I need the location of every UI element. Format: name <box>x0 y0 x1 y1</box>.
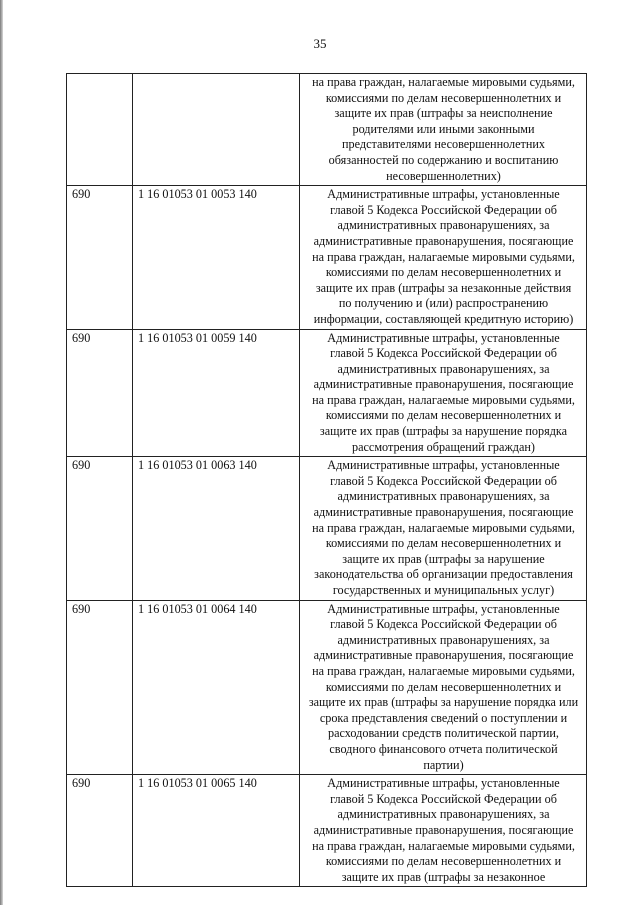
admin-code-cell: 690 <box>67 186 133 329</box>
description-cell <box>300 329 587 457</box>
description-line: несовершеннолетних) <box>386 168 501 183</box>
description-line: законодательства об организации предоставления <box>314 567 573 582</box>
admin-code-cell: 690 <box>67 775 133 887</box>
description-cell <box>300 457 587 600</box>
admin-code-cell: 690 <box>67 329 133 457</box>
description-line: Административные штрафы, установленные <box>327 776 560 791</box>
description-line: административные правонарушения, посягающие <box>313 648 574 663</box>
description-line: на права граждан, налагаемые мировыми судьями, <box>312 838 575 853</box>
description-line: комиссиями по делам несовершеннолетних и <box>325 536 562 551</box>
description-line: защите их прав (штрафы за незаконное <box>341 869 546 884</box>
description-line: защите их прав (штрафы за нарушение порядка или <box>308 695 579 710</box>
fees-table <box>66 73 587 887</box>
description-line: Административные штрафы, установленные <box>327 330 560 345</box>
description-line: административные правонарушения, посягающие <box>313 377 574 392</box>
description-line: партии) <box>423 757 464 772</box>
description-line: по получению и (или) распространению <box>338 296 549 311</box>
description-line: административных правонарушениях, за <box>337 632 550 647</box>
admin-code-cell: 690 <box>67 457 133 600</box>
description-line: административные правонарушения, посягающие <box>313 822 574 837</box>
table-row <box>67 186 587 329</box>
description-line: защите их прав (штрафы за нарушение порядка <box>319 424 568 439</box>
table-row <box>67 457 587 600</box>
description-line: на права граждан, налагаемые мировыми судьями, <box>312 249 575 264</box>
description-line: административных правонарушениях, за <box>337 807 550 822</box>
fees-table-body <box>67 74 587 887</box>
description-line: Административные штрафы, установленные <box>327 601 560 616</box>
description-line: государственных и муниципальных услуг) <box>332 583 555 597</box>
description-line: главой 5 Кодекса Российской Федерации об <box>330 473 557 488</box>
description-line: расходовании средств политической партии, <box>328 726 559 741</box>
description-line: обязанностей по содержанию и воспитанию <box>328 152 559 167</box>
description-line: главой 5 Кодекса Российской Федерации об <box>330 202 557 217</box>
description-line: административных правонарушениях, за <box>337 489 550 504</box>
page-number: 35 <box>313 36 327 51</box>
admin-code-cell <box>67 74 133 186</box>
budget-code-cell: 1 16 01053 01 0059 140 <box>133 329 300 457</box>
description-line: сводного финансового отчета политической <box>329 741 558 756</box>
description-line: комиссиями по делам несовершеннолетних и <box>325 854 562 869</box>
table-row <box>67 600 587 775</box>
description-line: главой 5 Кодекса Российской Федерации об <box>330 346 557 361</box>
description-line: комиссиями по делам несовершеннолетних и <box>325 679 562 694</box>
table-row <box>67 74 587 186</box>
description-cell <box>300 600 587 775</box>
description-line: административных правонарушениях, за <box>337 361 550 376</box>
description-line: на права граждан, налагаемые мировыми судьями, <box>312 520 575 535</box>
description-line: комиссиями по делам несовершеннолетних и <box>325 265 562 280</box>
budget-code-cell: 1 16 01053 01 0063 140 <box>133 457 300 600</box>
description-line: на права граждан, налагаемые мировыми судьями, <box>312 392 575 407</box>
description-line: на права граждан, налагаемые мировыми судьями, <box>312 663 575 678</box>
description-line: защите их прав (штрафы за незаконные действия <box>315 280 572 295</box>
description-cell <box>300 775 587 887</box>
description-line: защите их прав (штрафы за неисполнение <box>334 106 553 121</box>
description-cell <box>300 74 587 186</box>
description-line: информации, составляющей кредитную историю) <box>313 311 574 326</box>
description-line: срока представления сведений о поступлении и <box>319 710 568 725</box>
budget-code-cell: 1 16 01053 01 0053 140 <box>133 186 300 329</box>
description-line: комиссиями по делам несовершеннолетних и <box>325 408 562 423</box>
description-line: родителями или иными законными <box>352 121 535 136</box>
table-row <box>67 775 587 887</box>
budget-code-cell: 1 16 01053 01 0065 140 <box>133 775 300 887</box>
description-line: на права граждан, налагаемые мировыми судьями, <box>312 75 575 89</box>
description-line: главой 5 Кодекса Российской Федерации об <box>330 617 557 632</box>
admin-code-cell: 690 <box>67 600 133 775</box>
scan-edge <box>0 0 3 905</box>
description-cell <box>300 186 587 329</box>
description-line: представителями несовершеннолетних <box>342 137 545 152</box>
description-line: административные правонарушения, посягающие <box>313 505 574 520</box>
description-line: административные правонарушения, посягающие <box>313 233 574 248</box>
description-line: защите их прав (штрафы за нарушение <box>342 551 545 566</box>
description-line: рассмотрения обращений граждан) <box>352 439 535 454</box>
description-line: Административные штрафы, установленные <box>327 458 560 473</box>
description-line: комиссиями по делам несовершеннолетних и <box>325 90 562 105</box>
description-line: Административные штрафы, установленные <box>327 187 560 202</box>
budget-code-cell <box>133 74 300 186</box>
budget-code-cell: 1 16 01053 01 0064 140 <box>133 600 300 775</box>
table-row <box>67 329 587 457</box>
description-line: административных правонарушениях, за <box>337 218 550 233</box>
description-line: главой 5 Кодекса Российской Федерации об <box>330 791 557 806</box>
